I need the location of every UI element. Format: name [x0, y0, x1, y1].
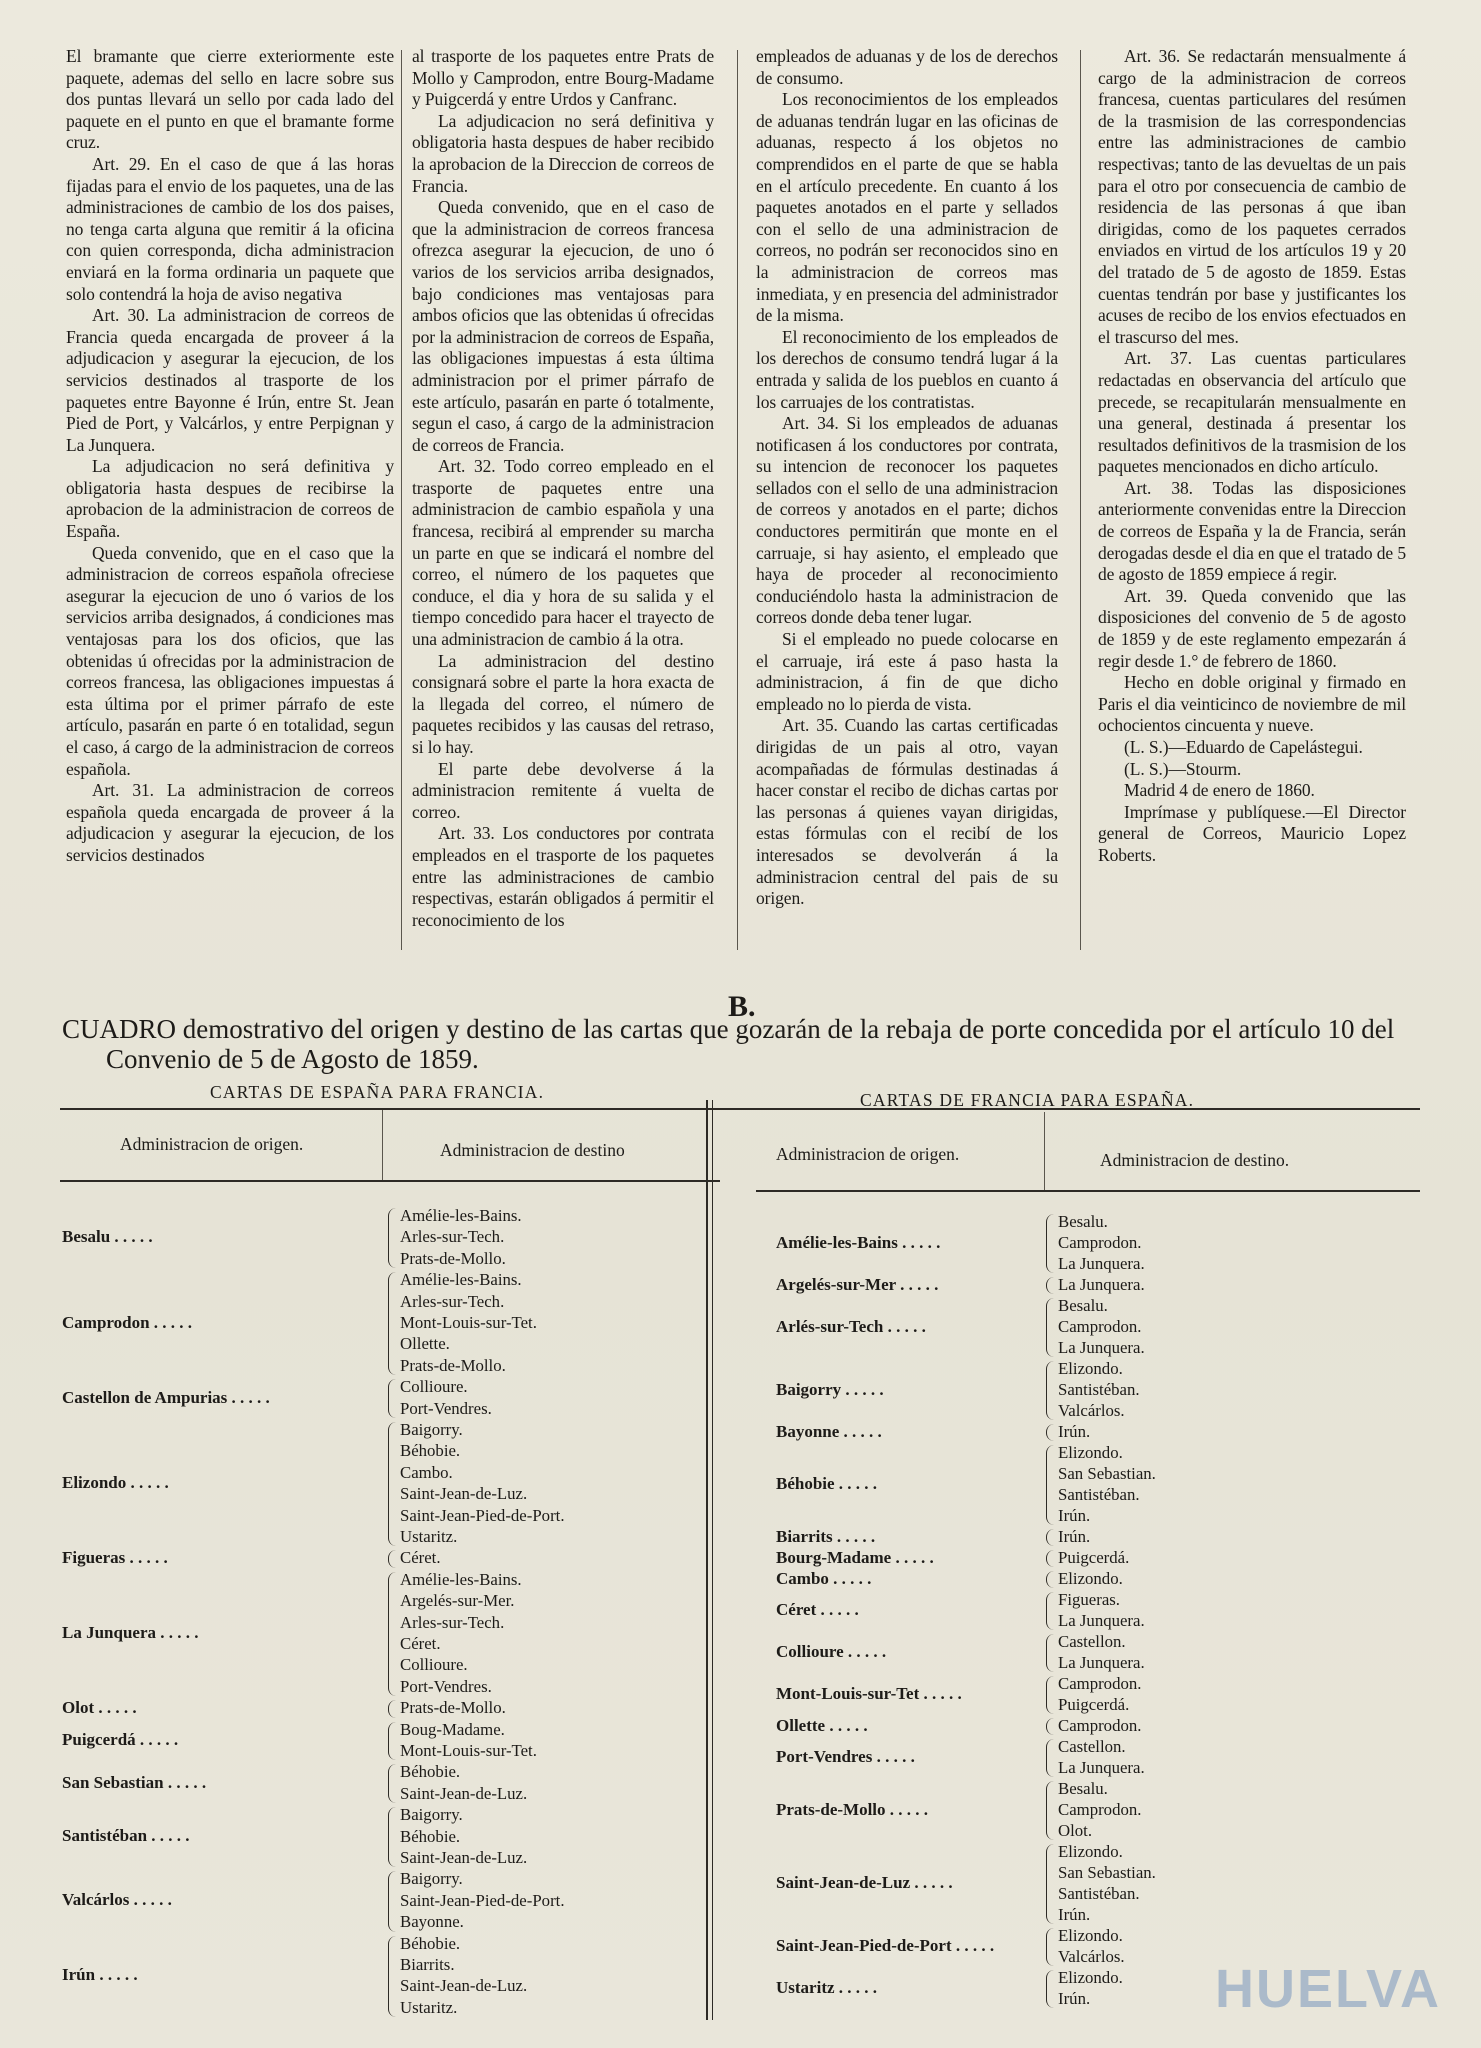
destination-office: Valcárlos. — [1058, 1947, 1125, 1966]
table-group — [62, 1805, 682, 1869]
table-group — [776, 1779, 1436, 1842]
destination-office: Béhobie. — [400, 1933, 461, 1953]
destination-office: La Junquera. — [1058, 1611, 1145, 1630]
origin-office: San Sebastian . . . . . — [62, 1772, 207, 1792]
origin-office: Prats-de-Mollo . . . . . — [776, 1799, 929, 1819]
origin-office: Castellon de Ampurias . . . . . — [62, 1387, 270, 1407]
origin-office: Valcárlos . . . . . — [62, 1890, 172, 1910]
table-group — [776, 1632, 1436, 1674]
article-paragraph: Art. 30. La administracion de correos de Francia queda encargada de proveer á la adjudicacion y asegurar la ejecucion, de los servicios destinados al trasporte de los paquetes entre Bayonne é Irún, entre St. Jean Pied de Port, y Valcárlos, y entre Perpignan y La Junquera. — [66, 305, 394, 455]
origin-office: Arlés-sur-Tech . . . . . — [776, 1316, 926, 1336]
library-watermark: HUELVA — [1215, 1959, 1441, 2019]
destination-office: Camprodon. — [1058, 1233, 1142, 1252]
destination-office: Biarrits. — [400, 1954, 455, 1974]
brace — [1046, 1571, 1057, 1588]
destination-office: Saint-Jean-de-Luz. — [400, 1976, 528, 1996]
destination-office: Elizondo. — [1058, 1842, 1123, 1861]
table-group — [776, 1443, 1436, 1527]
table-group — [776, 1527, 1436, 1548]
destination-office: Puigcerdá. — [1058, 1548, 1130, 1567]
destination-office: Mont-Louis-sur-Tet. — [400, 1740, 537, 1760]
table-group — [62, 1206, 682, 1270]
brace — [1046, 1634, 1057, 1672]
origin-office: Collioure . . . . . — [776, 1642, 887, 1661]
table-group — [62, 1420, 682, 1548]
destination-office: San Sebastian. — [1058, 1863, 1156, 1882]
table-group — [776, 1674, 1436, 1716]
table-group — [62, 1377, 682, 1420]
article-column-4 — [1098, 46, 1406, 867]
origin-office: Besalu . . . . . — [62, 1227, 153, 1247]
right-header-divider — [1044, 1112, 1045, 1190]
brace — [1046, 1718, 1057, 1735]
brace — [388, 1550, 399, 1567]
destination-office: Besalu. — [1058, 1779, 1108, 1798]
article-paragraph: Imprímase y publíquese.—El Director general de Correos, Mauricio Lopez Roberts. — [1098, 801, 1406, 865]
destination-office: Prats-de-Mollo. — [400, 1698, 506, 1718]
origin-office: Puigcerdá . . . . . — [62, 1729, 179, 1749]
origin-office: Santistéban . . . . . — [62, 1826, 190, 1846]
destination-office: Ollette. — [400, 1334, 450, 1354]
article-paragraph: El reconocimiento de los empleados de los derechos de consumo tendrá lugar á la entrada y salida de los pueblos en cuanto á los carruajes de los contratistas. — [756, 326, 1058, 412]
destination-office: Irún. — [1058, 1527, 1091, 1546]
brace — [388, 1722, 399, 1761]
brace — [1046, 1214, 1057, 1273]
article-paragraph: Art. 33. Los conductores por contrata empleados en el trasporte de los paquetes entre las administraciones de cambio respectivas, estarán obligados á permitir el reconocimiento de los — [412, 823, 714, 930]
article-paragraph: Hecho en doble original y firmado en Paris el dia veinticinco de noviembre de mil ochocientos cincuenta y nueve. — [1098, 672, 1406, 736]
brace — [388, 1936, 399, 2018]
article-paragraph: Art. 31. La administracion de correos española queda encargada de proveer á la adjudicacion y asegurar la ejecucion, de los servicios destinados — [66, 780, 394, 865]
brace — [1046, 1298, 1057, 1357]
destination-office: Irún. — [1058, 1905, 1091, 1924]
left-header-divider — [382, 1110, 383, 1180]
destination-office: Besalu. — [1058, 1212, 1108, 1231]
destination-office: Port-Vendres. — [400, 1676, 492, 1696]
destination-office: Arles-sur-Tech. — [400, 1227, 505, 1247]
destination-office: Elizondo. — [1058, 1569, 1123, 1588]
table-title — [62, 1014, 1422, 1074]
origin-office: Baigorry . . . . . — [776, 1379, 884, 1399]
destination-office: Camprodon. — [1058, 1674, 1142, 1693]
table-group — [62, 1270, 682, 1377]
destination-office: Céret. — [400, 1548, 441, 1568]
destination-office: Figueras. — [1058, 1590, 1120, 1609]
article-paragraph: La adjudicacion no será definitiva y obligatoria hasta despues de recibirse la aprobacion de la administracion de correos de España. — [66, 456, 394, 542]
destination-office: Amélie-les-Bains. — [400, 1206, 522, 1225]
origin-office: Céret . . . . . — [776, 1600, 859, 1619]
table-group — [776, 1212, 1436, 1275]
article-paragraph: Art. 34. Si los empleados de aduanas notificasen á los conductores por contrata, su intencion de reconocer los paquetes sellados con el sello de una administracion de correos y anotados en el parte; dichos conductores permitirán que monte en el carruaje, si hay asiento, el empleado que haya de proceder al reconocimiento conduciéndolo hasta la administracion de correos donde deba tener lugar. — [756, 413, 1058, 628]
right-destination-header: Administracion de destino. — [1100, 1150, 1290, 1170]
destination-office: Ustaritz. — [400, 1997, 458, 2017]
table-title-line2: Convenio de 5 de Agosto de 1859. — [106, 1044, 479, 1074]
origin-office: Camprodon . . . . . — [62, 1312, 193, 1332]
origin-office: Elizondo . . . . . — [62, 1473, 169, 1493]
destination-office: Collioure. — [400, 1655, 468, 1675]
article-paragraph: El parte debe devolverse á la administracion remitente á vuelta de correo. — [412, 758, 714, 822]
origin-office: Ollette . . . . . — [776, 1715, 868, 1735]
destination-office: La Junquera. — [1058, 1653, 1145, 1672]
table-title-line1: CUADRO demostrativo del origen y destino de las cartas que gozarán de la rebaja de porte concedida por el artículo 10 del — [62, 1014, 1395, 1044]
left-header-rule — [60, 1180, 720, 1182]
left-heading: CARTAS DE ESPAÑA PARA FRANCIA. — [210, 1082, 545, 1102]
table-group — [776, 1569, 1436, 1590]
destination-office: Port-Vendres. — [400, 1398, 492, 1418]
origin-office: Bourg-Madame . . . . . — [776, 1547, 934, 1567]
destination-office: Amélie-les-Bains. — [400, 1569, 522, 1589]
article-paragraph: Queda convenido, que en el caso de que la administracion de correos francesa ofrezca asegurar la ejecucion, de uno ó varios de los servicios arriba designados, bajo condiciones mas ventajosas para ambos oficios que las obtenidas ú ofrecidas por la administracion de correos de España, las obligaciones impuestas á esta última administracion por el primer párrafo de este artículo, pasarán en parte ó totalmente, segun el caso, á cargo de la administracion de correos de Francia. — [412, 197, 714, 455]
table-group — [62, 1548, 682, 1569]
table-group — [62, 1762, 682, 1805]
origin-office: Biarrits . . . . . — [776, 1526, 876, 1546]
origin-office: Ustaritz . . . . . — [776, 1978, 878, 1997]
origin-office: Bayonne . . . . . — [776, 1421, 882, 1441]
destination-office: Céret. — [400, 1633, 441, 1653]
origin-office: Figueras . . . . . — [62, 1548, 168, 1568]
destination-office: Elizondo. — [1058, 1968, 1123, 1987]
brace — [388, 1572, 399, 1696]
table-group — [776, 1716, 1436, 1737]
destination-office: Irún. — [1058, 1422, 1091, 1441]
destination-office: Santistéban. — [1058, 1884, 1140, 1903]
destination-office: Ustaritz. — [400, 1526, 458, 1546]
brace — [1046, 1676, 1057, 1714]
table-group — [776, 1842, 1436, 1926]
origin-office: Argelés-sur-Mer . . . . . — [776, 1274, 939, 1294]
destination-office: La Junquera. — [1058, 1275, 1145, 1294]
brace — [388, 1208, 399, 1268]
brace — [388, 1422, 399, 1546]
destination-office: Puigcerdá. — [1058, 1695, 1130, 1714]
article-paragraph: Art. 29. En el caso de que á las horas fijadas para el envio de los paquetes, una de las administraciones de cambio de los dos paises, no tenga carta alguna que remitir á la oficina con quien corresponda, dicha administracion enviará en la forma ordinaria un paquete que solo contendrá la hoja de aviso negativa — [66, 153, 394, 304]
article-paragraph: La administracion del destino consignará sobre el parte la hora exacta de la llegada del correo, el número de paquetes recibidos y las causas del retraso, si lo hay. — [412, 650, 714, 757]
origin-office: Béhobie . . . . . — [776, 1474, 878, 1493]
destination-office: Camprodon. — [1058, 1317, 1142, 1336]
destination-office: Béhobie. — [400, 1762, 461, 1782]
destination-office: La Junquera. — [1058, 1338, 1145, 1357]
brace — [1046, 1592, 1057, 1630]
brace — [388, 1764, 399, 1803]
destination-office: Santistéban. — [1058, 1380, 1140, 1399]
destination-office: Béhobie. — [400, 1441, 461, 1461]
destination-office: Elizondo. — [1058, 1443, 1123, 1462]
destination-office: Saint-Jean-de-Luz. — [400, 1847, 528, 1867]
brace — [1046, 1424, 1057, 1441]
origin-office: Irún . . . . . — [62, 1965, 138, 1985]
table-group — [62, 1720, 682, 1763]
table-group — [62, 1934, 682, 2020]
origin-office: Saint-Jean-de-Luz . . . . . — [776, 1873, 953, 1892]
table-group — [62, 1570, 682, 1698]
article-paragraph: Los reconocimientos de los empleados de aduanas tendrán lugar en las oficinas de aduanas, respecto á los objetos no comprendidos en el parte de que se habla en el artículo precedente. En cuanto á los paquetes anotados en el parte y sellados con el sello de una administracion de correos, no podrán ser reconocidos sino en la administracion de correos mas inmediata, y en presencia del administrador de la misma. — [756, 89, 1058, 326]
brace — [1046, 1529, 1057, 1546]
destination-office: San Sebastian. — [1058, 1464, 1156, 1483]
destination-office: Béhobie. — [400, 1826, 461, 1846]
article-paragraph: Art. 37. Las cuentas particulares redactadas en observancia del artículo que precede, se recapitularán mensualmente en una general, destinada á presentar los resultados definitivos de la trasmision de los paquetes mencionados en dicho artículo. — [1098, 348, 1406, 477]
column-divider — [737, 50, 738, 950]
brace — [388, 1700, 399, 1717]
article-paragraph: Art. 36. Se redactarán mensualmente á cargo de la administracion de correos francesa, cuentas particulares del resúmen de la trasmision de las correspondencias entre las administraciones de cambio respectivas; tanto de las devueltas de un pais para el otro por consecuencia de cambio de residencia de las personas á que iban dirigidas, como de los paquetes cerrados enviados en virtud de los artículos 19 y 20 del tratado de 5 de agosto de 1859. Estas cuentas tendrán por base y justificantes los acuses de recibo de los envios efectuados en el trascurso del mes. — [1098, 46, 1406, 347]
article-paragraph: empleados de aduanas y de los de derechos de consumo. — [756, 46, 1058, 88]
destination-office: Irún. — [1058, 1989, 1091, 2008]
destination-office: La Junquera. — [1058, 1254, 1145, 1273]
brace — [1046, 1739, 1057, 1777]
table-group — [62, 1698, 682, 1719]
article-paragraph: Madrid 4 de enero de 1860. — [1124, 780, 1315, 801]
destination-office: Arles-sur-Tech. — [400, 1291, 505, 1311]
brace — [1046, 1928, 1057, 1966]
right-heading: CARTAS DE FRANCIA PARA ESPAÑA. — [860, 1090, 1195, 1110]
brace — [1046, 1361, 1057, 1420]
article-paragraph: Si el empleado no puede colocarse en el carruaje, irá este á paso hasta la administracion, á fin de que dicho empleado no lo pierda de vista. — [756, 629, 1058, 714]
destination-office: Bayonne. — [400, 1912, 464, 1932]
destination-office: Besalu. — [1058, 1296, 1108, 1315]
destination-office: Boug-Madame. — [400, 1719, 505, 1739]
destination-office: Amélie-les-Bains. — [400, 1270, 522, 1290]
destination-office: Saint-Jean-Pied-de-Port. — [400, 1505, 565, 1525]
destination-office: Prats-de-Mollo. — [400, 1248, 506, 1268]
table-group — [776, 1359, 1436, 1422]
destination-office: Camprodon. — [1058, 1716, 1142, 1735]
table-group — [62, 1869, 682, 1933]
destination-office: Arles-sur-Tech. — [400, 1612, 505, 1632]
destination-office: Saint-Jean-de-Luz. — [400, 1484, 528, 1504]
article-paragraph: (L. S.)—Stourm. — [1124, 758, 1242, 779]
table-center-rule — [712, 1100, 713, 2020]
destination-office: Castellon. — [1058, 1737, 1126, 1756]
article-column-3 — [756, 46, 1058, 910]
brace — [1046, 1550, 1057, 1567]
destination-office: Elizondo. — [1058, 1359, 1123, 1378]
table-group — [776, 1737, 1436, 1779]
article-paragraph: El bramante que cierre exteriormente este paquete, ademas del sello en lacre sobre sus dos puntas llevará un sello por cada lado del paquete en el punto en que el bramante forme cruz. — [66, 46, 394, 153]
table-center-rule — [706, 1100, 708, 2020]
destination-office: Collioure. — [400, 1377, 468, 1397]
table-group — [776, 1422, 1436, 1443]
origin-office: Amélie-les-Bains . . . . . — [776, 1232, 941, 1252]
article-column-1 — [66, 46, 394, 867]
brace — [388, 1272, 399, 1375]
column-divider — [401, 50, 402, 950]
brace — [1046, 1970, 1057, 2008]
article-paragraph: Art. 38. Todas las disposiciones anteriormente convenidas entre la Direccion de correos de España y la de Francia, serán derogadas desde el dia en que el tratado de 5 de agosto de 1859 empiece á regir. — [1098, 477, 1406, 585]
destination-office: Cambo. — [400, 1462, 453, 1482]
destination-office: Saint-Jean-Pied-de-Port. — [400, 1890, 565, 1910]
origin-office: Cambo . . . . . — [776, 1568, 872, 1588]
article-column-2 — [412, 46, 714, 931]
destination-office: Camprodon. — [1058, 1800, 1142, 1819]
destination-office: Santistéban. — [1058, 1485, 1140, 1504]
origin-office: La Junquera . . . . . — [62, 1622, 199, 1642]
article-paragraph: Art. 39. Queda convenido que las disposiciones del convenio de 5 de agosto de 1859 y de este reglamento empezarán á regir desde 1.° de febrero de 1860. — [1098, 585, 1406, 671]
brace — [1046, 1445, 1057, 1525]
destination-office: Prats-de-Mollo. — [400, 1355, 506, 1375]
destination-office: Argelés-sur-Mer. — [400, 1591, 515, 1611]
destination-office: Castellon. — [1058, 1632, 1126, 1651]
destination-office: Mont-Louis-sur-Tet. — [400, 1312, 537, 1332]
brace — [388, 1871, 399, 1931]
brace — [1046, 1781, 1057, 1840]
brace — [388, 1379, 399, 1418]
article-paragraph: Art. 32. Todo correo empleado en el trasporte de paquetes entre una administracion de cambio española y una francesa, recibirá al emprender su marcha un parte en que se indicará el nombre del correo, el número de los paquetes que conduce, el dia y hora de su salida y el tiempo concedido para hacer el trayecto de una administracion de cambio á la otra. — [412, 456, 714, 650]
right-header-rule — [756, 1190, 1420, 1192]
destination-office: Irún. — [1058, 1506, 1091, 1525]
table-group — [776, 1275, 1436, 1296]
destination-office: Baigorry. — [400, 1420, 463, 1439]
destination-office: La Junquera. — [1058, 1758, 1145, 1777]
article-paragraph: La adjudicacion no será definitiva y obligatoria hasta despues de haber recibido la aprobacion de la Direccion de correos de Francia. — [412, 110, 714, 196]
brace — [388, 1807, 399, 1867]
destination-office: Elizondo. — [1058, 1926, 1123, 1945]
table-group — [776, 1296, 1436, 1359]
right-origin-header: Administracion de origen. — [776, 1144, 960, 1164]
article-paragraph: (L. S.)—Eduardo de Capelástegui. — [1124, 737, 1363, 757]
column-divider — [1080, 50, 1081, 950]
section-letter: B. — [728, 990, 756, 1023]
origin-office: Saint-Jean-Pied-de-Port . . . . . — [776, 1936, 995, 1955]
destination-office: Olot. — [1058, 1821, 1093, 1840]
article-paragraph: al trasporte de los paquetes entre Prats de Mollo y Camprodon, entre Bourg-Madame y Puigcerdá y entre Urdos y Canfranc. — [412, 46, 714, 110]
destination-office: Valcárlos. — [1058, 1401, 1125, 1420]
brace — [1046, 1277, 1057, 1294]
origin-office: Port-Vendres . . . . . — [776, 1747, 915, 1766]
table-group — [776, 1590, 1436, 1632]
destination-office: Saint-Jean-de-Luz. — [400, 1783, 528, 1803]
article-paragraph: Queda convenido, que en el caso que la administracion de correos española ofreciese asegurar la ejecucion de uno ó varios de los servicios arriba designados, á condiciones mas ventajosas para los dos oficios, que las obtenidas ú ofrecidas por la administracion de correos francesa, las obligaciones impuestas á esta última por el primer párrafo de este artículo, pasarán en parte ó en totalidad, segun el caso, á cargo de la administracion de correos española. — [66, 542, 394, 779]
origin-office: Mont-Louis-sur-Tet . . . . . — [776, 1684, 962, 1703]
table-top-rule — [60, 1108, 1420, 1110]
article-paragraph: Art. 35. Cuando las cartas certificadas dirigidas de un pais al otro, vayan acompañadas de fórmulas destinadas á hacer constar el recibo de dichas cartas por las personas á quienes vayan dirigidas, estas fórmulas con el recibí de los interesados se devolverán á la administracion central del pais de su origen. — [756, 715, 1058, 909]
left-destination-header: Administracion de destino — [440, 1140, 625, 1160]
brace — [1046, 1844, 1057, 1924]
table-group — [776, 1548, 1436, 1569]
left-origin-header: Administracion de origen. — [120, 1134, 304, 1154]
destination-office: Baigorry. — [400, 1805, 463, 1825]
origin-office: Olot . . . . . — [62, 1697, 137, 1717]
destination-office: Baigorry. — [400, 1869, 463, 1889]
